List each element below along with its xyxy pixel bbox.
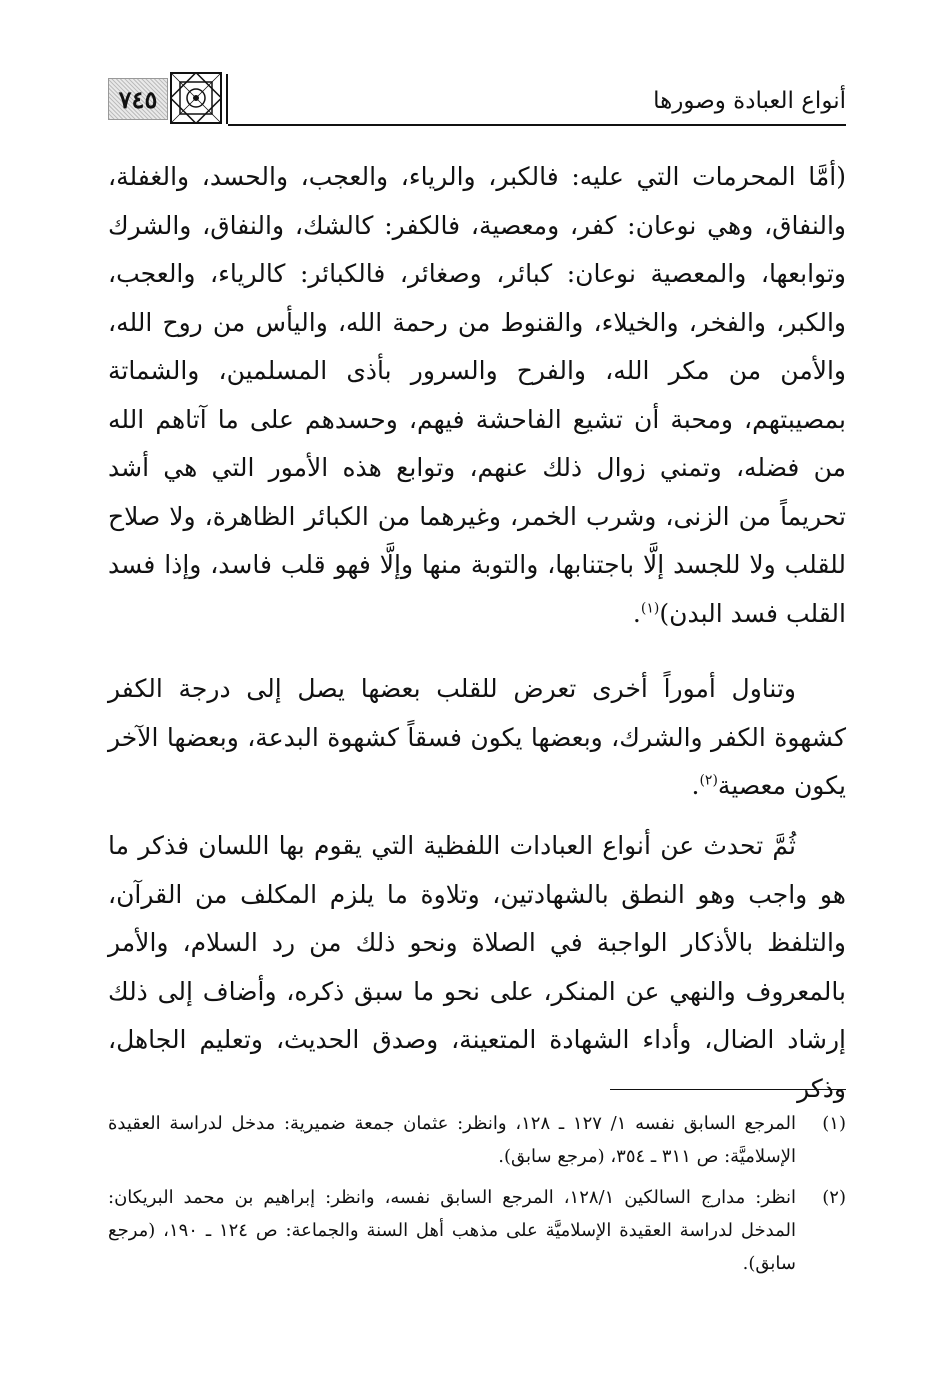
footnotes — [108, 1107, 846, 1288]
footnote-separator — [610, 1089, 846, 1090]
footnote-ref-1[interactable]: (١) — [640, 600, 660, 617]
paragraph-2 — [108, 665, 846, 811]
paragraph-2-text: وتناول أموراً أخرى تعرض للقلب بعضها يصل إلى درجة الكفر كشهوة الكفر والشرك، وبعضها يكون فسقاً كشهوة البدعة، وبعضها الآخر يكون معصية — [108, 674, 846, 800]
header-rule — [228, 124, 846, 126]
page-number: ٧٤٥ — [118, 84, 158, 114]
footnote-number: (٢) — [822, 1187, 846, 1208]
paragraph-3 — [108, 822, 846, 1113]
paragraph-1-end: . — [632, 598, 641, 628]
header-divider — [226, 74, 228, 124]
paragraph-3-text: ثُمَّ تحدث عن أنواع العبادات اللفظية التي يقوم بها اللسان فذكر ما هو واجب وهو النطق بالشهادتين، وتلاوة ما يلزم المكلف من القرآن، والتلفظ بالأذكار الواجبة في الصلاة ونحو ذلك من رد السلام، والأمر بالمعروف والنهي عن المنكر، على نحو ما سبق ذكره، وأضاف إلى ذلك إرشاد الضال، وأداء الشهادة المتعينة، وصدق الحديث، وتعليم الجاهل، وذكر — [108, 831, 846, 1103]
arabesque-ornament-icon — [170, 72, 222, 124]
footnote-number: (١) — [822, 1113, 846, 1134]
paragraph-1 — [108, 153, 846, 638]
running-header — [108, 68, 846, 126]
footnote-text: المرجع السابق نفسه ١/ ١٢٧ ـ ١٢٨، وانظر: عثمان جمعة ضميرية: مدخل لدراسة العقيدة الإسلاميَّة: ص ٣١١ ـ ٣٥٤، (مرجع سابق). — [108, 1113, 797, 1167]
footnote-text: انظر: مدارج السالكين ١٢٨/١، المرجع السابق نفسه، وانظر: إبراهيم بن محمد البريكان: المدخل لدراسة العقيدة الإسلاميَّة على مذهب أهل السنة والجماعة: ص ١٢٤ ـ ١٩٠، (مرجع سابق). — [108, 1187, 796, 1274]
page-number-badge — [108, 78, 168, 120]
footnote-2 — [108, 1181, 846, 1280]
paragraph-2-end: . — [691, 771, 700, 800]
footnote-1 — [108, 1107, 846, 1173]
paragraph-1-text: (أمَّا المحرمات التي عليه: فالكبر، والرياء، والعجب، والحسد، والغفلة، والنفاق، وهي نوعان: كفر، ومعصية، فالكفر: كالشك، والنفاق، والشرك وتوابعها، والمعصية نوعان: كبائر، وصغائر، فالكبائر: كالرياء، والعجب، والكبر، والفخر، والخيلاء، والقنوط من رحمة الله، واليأس من روح الله، والأمن من مكر الله، والفرح والسرور بأذى المسلمين، والشماتة بمصيبتهم، ومحبة أن تشيع الفاحشة فيهم، وحسدهم على ما آتاهم الله من فضله، وتمني زوال ذلك عنهم، وتوابع هذه الأمور التي هي أشد تحريماً من الزنى، وشرب الخمر، وغيرهما من الكبائر الظاهرة، ولا صلاح للقلب ولا للجسد إلَّا باجتنابها، والتوبة منها وإلَّا فهو قلب فاسد، وإذا فسد القلب فسد البدن) — [108, 162, 846, 628]
chapter-title: أنواع العبادة وصورها — [653, 88, 846, 114]
footnote-ref-2[interactable]: (٢) — [699, 772, 718, 789]
